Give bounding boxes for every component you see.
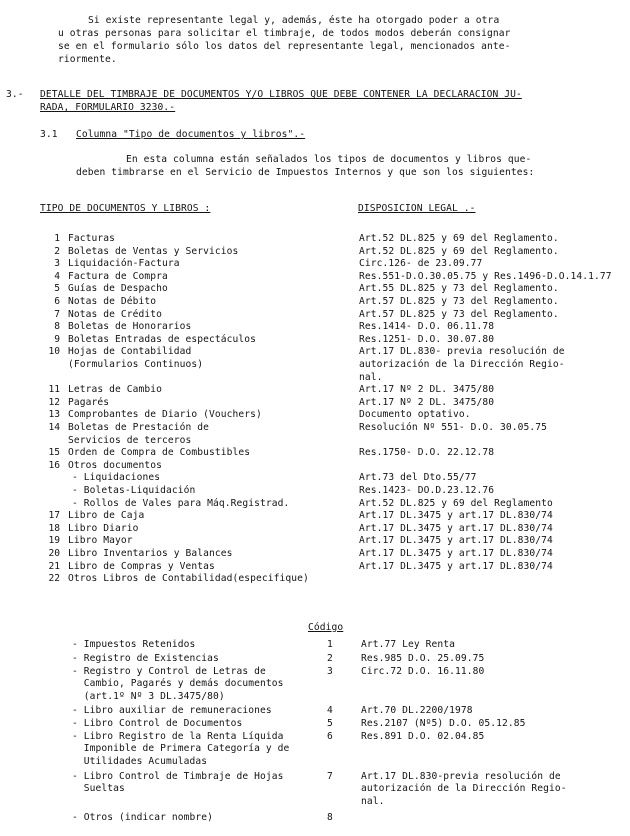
item-legal-reference: Circ.126- de 23.09.77	[359, 258, 483, 270]
item-number: 14	[48, 422, 60, 433]
codigo-code: 8	[327, 812, 333, 823]
item-description: Otros Libros de Contabilidad(especifique)	[68, 573, 309, 585]
header-disposicion-legal: DISPOSICION LEGAL .-	[358, 203, 476, 214]
item-description: Boletas de Honorarios	[68, 321, 192, 333]
item-number: 8	[54, 321, 60, 333]
item-number: 19	[48, 535, 60, 547]
codigo-description: - Libro Control de Documentos	[72, 718, 243, 729]
codigo-legal-reference: Res.2107 (Nº5) D.O. 05.12.85	[361, 718, 526, 729]
item-legal-reference: Art.17 DL.830- previa resolución de	[359, 346, 565, 358]
item-description: Letras de Cambio	[68, 384, 163, 396]
item-legal-reference: Art.17 DL.3475 y art.17 DL.830/74	[359, 560, 553, 572]
item-description: Notas de Crédito	[68, 308, 163, 320]
item-description: (Formularios Continuos)	[68, 359, 204, 370]
codigo-legal-reference: Circ.72 D.O. 16.11.80	[361, 666, 485, 677]
item-legal-reference: Art.57 DL.825 y 73 del Reglamento.	[359, 296, 559, 307]
item-number: 11	[48, 384, 60, 396]
item-number: 16	[48, 459, 60, 471]
codigo-code: 7	[327, 771, 333, 782]
item-legal-reference: Art.52 DL.825 y 69 del Reglamento	[359, 497, 553, 509]
codigo-description: - Libro auxiliar de remuneraciones	[72, 705, 272, 716]
item-description: Libro Inventarios y Balances	[68, 548, 233, 559]
section-title-line-1: DETALLE DEL TIMBRAJE DE DOCUMENTOS Y/O LIBROS QUE DEBE CONTENER LA DECLARACION JU-	[40, 89, 522, 100]
codigo-legal-reference: Res.891 D.O. 02.04.85	[361, 731, 485, 742]
item-description: Libro de Compras y Ventas	[68, 560, 215, 572]
item-legal-reference: Art.52 DL.825 y 69 del Reglamento.	[359, 233, 559, 244]
item-legal-reference: Res.1414- D.O. 06.11.78	[359, 321, 495, 333]
codigo-description: Cambio, Pagarés y demás documentos	[72, 678, 284, 690]
item-number: 2	[54, 245, 60, 257]
item-number: 17	[48, 510, 60, 522]
codigo-description: Utilidades Acumuladas	[72, 755, 208, 767]
codigo-code: 5	[327, 718, 333, 729]
item-number: 3	[54, 258, 60, 270]
item-legal-reference: Art.17 Nº 2 DL. 3475/80	[359, 384, 495, 396]
para-line-2: deben timbrarse en el Servicio de Impuestos Internos y que son los siguientes:	[76, 167, 535, 178]
item-legal-reference: Art.52 DL.825 y 69 del Reglamento.	[359, 245, 559, 257]
item-legal-reference: Res.1423- DO.D.23.12.76	[359, 485, 495, 496]
item-description: Libro Mayor	[68, 535, 133, 547]
item-number: 22	[48, 573, 60, 585]
item-legal-reference: Art.17 DL.3475 y art.17 DL.830/74	[359, 522, 553, 534]
codigo-code: 6	[327, 731, 333, 742]
item-description: Pagarés	[68, 396, 110, 408]
codigo-description: - Libro Registro de la Renta Líquida	[72, 731, 284, 742]
codigo-description: Imponible de Primera Categoría y de	[72, 743, 290, 755]
codigo-legal-reference: Art.70 DL.2200/1978	[361, 705, 473, 716]
item-number: 6	[54, 296, 60, 307]
codigo-description: - Registro y Control de Letras de	[72, 666, 266, 677]
item-legal-reference: nal.	[359, 371, 383, 383]
codigo-code: 3	[327, 666, 333, 677]
item-number: 15	[48, 447, 60, 459]
intro-line-1: Si existe representante legal y, además, éste ha otorgado poder a otra	[88, 15, 500, 26]
item-description: Liquidación-Factura	[68, 258, 180, 270]
subsection-number: 3.1	[40, 129, 58, 140]
codigo-legal-reference: Art.77 Ley Renta	[361, 639, 456, 650]
subsection-title: Columna "Tipo de documentos y libros".-	[76, 129, 306, 140]
item-legal-reference: Res.1251- D.O. 30.07.80	[359, 333, 495, 345]
item-number: 10	[48, 346, 60, 358]
item-description: Otros documentos	[68, 459, 163, 471]
header-tipo-documentos: TIPO DE DOCUMENTOS Y LIBROS :	[40, 203, 211, 214]
item-description: Boletas de Ventas y Servicios	[68, 245, 239, 257]
item-legal-reference: Art.17 Nº 2 DL. 3475/80	[359, 396, 495, 408]
codigo-legal-reference: autorización de la Dirección Regio-	[361, 783, 567, 795]
item-description: Notas de Débito	[68, 296, 157, 307]
item-description: - Rollos de Vales para Máq.Registrad.	[72, 497, 290, 509]
codigo-description: - Libro Control de Timbraje de Hojas	[72, 771, 284, 782]
codigo-code: 1	[327, 639, 333, 650]
item-legal-reference: Resolución Nº 551- D.O. 30.05.75	[359, 422, 548, 433]
section-title-line-2: RADA, FORMULARIO 3230.-	[40, 102, 176, 113]
item-number: 20	[48, 548, 60, 559]
item-legal-reference: Art.57 DL.825 y 73 del Reglamento.	[359, 308, 559, 320]
codigo-legal-reference: Art.17 DL.830-previa resolución de	[361, 771, 561, 782]
item-legal-reference: autorización de la Dirección Regio-	[359, 359, 565, 370]
codigo-description: Sueltas	[72, 783, 125, 795]
item-legal-reference: Art.17 DL.3475 y art.17 DL.830/74	[359, 548, 553, 559]
intro-line-2: u otras personas para solicitar el timbraje, de todos modos deberán consignar	[58, 28, 511, 39]
item-number: 9	[54, 333, 60, 345]
para-line-1: En esta columna están señalados los tipos de documentos y libros que-	[126, 154, 532, 165]
item-number: 5	[54, 283, 60, 295]
codigo-code: 2	[327, 653, 333, 664]
item-legal-reference: Art.55 DL.825 y 73 del Reglamento.	[359, 283, 559, 295]
item-legal-reference: Art.73 del Dto.55/77	[359, 472, 477, 484]
item-description: Libro de Caja	[68, 510, 145, 522]
item-legal-reference: Res.1750- D.O. 22.12.78	[359, 447, 495, 459]
item-description: Facturas	[68, 233, 116, 244]
item-number: 4	[54, 270, 60, 282]
item-description: Hojas de Contabilidad	[68, 346, 192, 358]
item-number: 18	[48, 522, 60, 534]
item-description: Libro Diario	[68, 522, 139, 534]
item-description: Guías de Despacho	[68, 283, 168, 295]
codigo-description: - Impuestos Retenidos	[72, 639, 196, 650]
item-description: Boletas de Prestación de	[68, 422, 210, 433]
codigo-legal-reference: Res.985 D.O. 25.09.75	[361, 653, 485, 664]
item-description: - Boletas-Liquidación	[72, 485, 196, 496]
item-description: Comprobantes de Diario (Vouchers)	[68, 409, 262, 421]
item-number: 13	[48, 409, 60, 421]
item-description: Servicios de terceros	[68, 434, 192, 446]
item-description: Factura de Compra	[68, 270, 168, 282]
codigo-description: - Registro de Existencias	[72, 653, 219, 664]
item-number: 21	[48, 560, 60, 572]
item-number: 7	[54, 308, 60, 320]
item-description: Orden de Compra de Combustibles	[68, 447, 251, 459]
codigo-description: - Otros (indicar nombre)	[72, 812, 214, 823]
item-number: 1	[54, 233, 60, 244]
intro-line-4: riormente.	[58, 54, 117, 65]
item-legal-reference: Art.17 DL.3475 y art.17 DL.830/74	[359, 535, 553, 547]
section-number: 3.-	[6, 89, 24, 100]
item-description: - Liquidaciones	[72, 472, 161, 484]
item-description: Boletas Entradas de espectáculos	[68, 333, 257, 345]
codigo-header: Código	[308, 622, 344, 633]
codigo-legal-reference: nal.	[361, 795, 385, 807]
item-legal-reference: Documento optativo.	[359, 409, 471, 421]
codigo-code: 4	[327, 705, 333, 716]
item-legal-reference: Art.17 DL.3475 y art.17 DL.830/74	[359, 510, 553, 522]
item-legal-reference: Res.551-D.O.30.05.75 y Res.1496-D.O.14.1.77	[359, 270, 612, 282]
codigo-description: (art.1º Nº 3 DL.3475/80)	[72, 690, 225, 702]
item-number: 12	[48, 396, 60, 408]
intro-line-3: se en el formulario sólo los datos del representante legal, mencionados ante-	[58, 41, 511, 52]
